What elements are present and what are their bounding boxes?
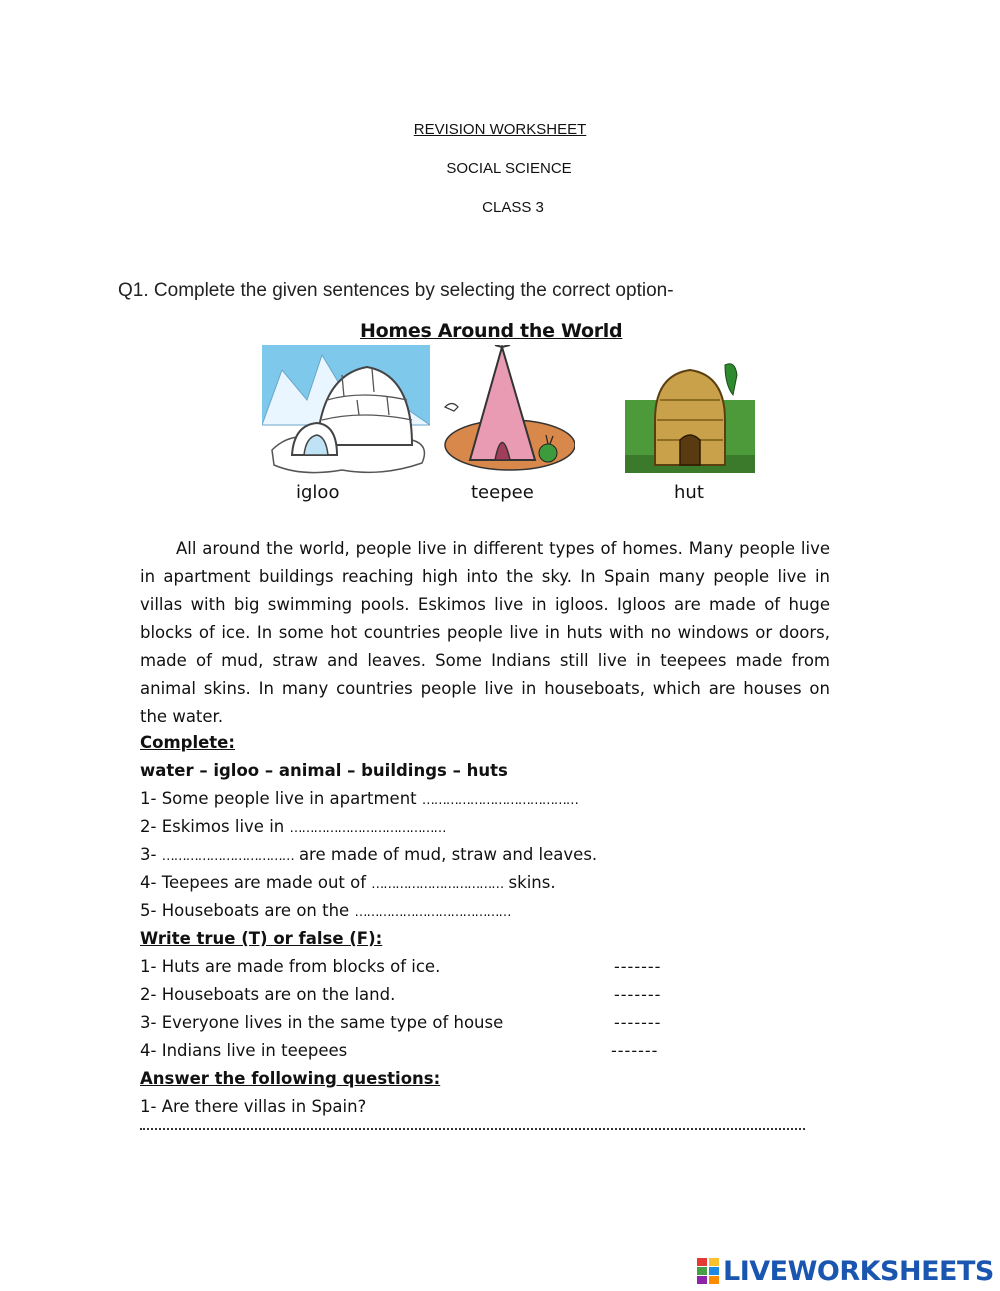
liveworksheets-logo bbox=[697, 1255, 994, 1287]
reading-passage: All around the world, people live in different types of homes. Many people live in apartment buildings reaching high into the sky. In Spain many people live in villas with big swimming pools. Eskimos live in igloos. Igloos are made of huge blocks of ice. In some hot countries people live in huts with no windows or doors, made of mud, straw and leaves. Some Indians still live in teepees made from animal skins. In many countries people live in houseboats, which are houses on the water. bbox=[140, 539, 830, 726]
homes-title: Homes Around the World bbox=[360, 320, 623, 342]
tf-item: 2- Houseboats are on the land. bbox=[140, 985, 396, 1004]
complete-heading: Complete: bbox=[140, 733, 235, 752]
true-false-heading: Write true (T) or false (F): bbox=[140, 929, 383, 948]
answer-blank[interactable]: ………………………………… bbox=[354, 905, 511, 920]
logo-blocks-icon bbox=[697, 1258, 719, 1284]
brand-name: LIVEWORKSHEETS bbox=[723, 1255, 994, 1287]
tf-item: 3- Everyone lives in the same type of house bbox=[140, 1013, 504, 1032]
tf-item: 1- Huts are made from blocks of ice. bbox=[140, 957, 441, 976]
word-bank: water – igloo – animal – buildings – huts bbox=[140, 761, 508, 780]
question-item: 1- Are there villas in Spain? bbox=[140, 1097, 367, 1116]
subject-label: SOCIAL SCIENCE bbox=[446, 160, 572, 177]
complete-item: 2- Eskimos live in ………………………………… bbox=[140, 817, 446, 836]
tf-answer-blank[interactable]: ------- bbox=[611, 1041, 659, 1060]
answer-blank[interactable]: …………………………… bbox=[371, 877, 504, 892]
answer-line[interactable] bbox=[140, 1128, 805, 1130]
answer-blank[interactable]: ………………………………… bbox=[421, 793, 578, 808]
question-1-instruction: Q1. Complete the given sentences by selecting the correct option- bbox=[118, 280, 674, 301]
tf-answer-blank[interactable]: ------- bbox=[614, 985, 662, 1004]
tf-answer-blank[interactable]: ------- bbox=[614, 1013, 662, 1032]
hut-illustration bbox=[625, 355, 755, 473]
complete-item: 4- Teepees are made out of …………………………… skins. bbox=[140, 873, 556, 892]
tf-answer-blank[interactable]: ------- bbox=[614, 957, 662, 976]
caption-igloo: igloo bbox=[296, 482, 340, 503]
answer-blank[interactable]: …………………………… bbox=[161, 849, 294, 864]
caption-teepee: teepee bbox=[471, 482, 534, 503]
complete-item: 5- Houseboats are on the ………………………………… bbox=[140, 901, 511, 920]
complete-item: 3- …………………………… are made of mud, straw and leaves. bbox=[140, 845, 598, 864]
class-label: CLASS 3 bbox=[482, 199, 544, 216]
caption-hut: hut bbox=[674, 482, 704, 503]
questions-heading: Answer the following questions: bbox=[140, 1069, 441, 1088]
worksheet-title: REVISION WORKSHEET bbox=[413, 121, 587, 138]
igloo-illustration bbox=[262, 345, 430, 480]
tf-item: 4- Indians live in teepees bbox=[140, 1041, 348, 1060]
teepee-illustration bbox=[440, 345, 575, 475]
answer-blank[interactable]: ………………………………… bbox=[289, 821, 446, 836]
complete-item: 1- Some people live in apartment ………………………………… bbox=[140, 789, 578, 808]
